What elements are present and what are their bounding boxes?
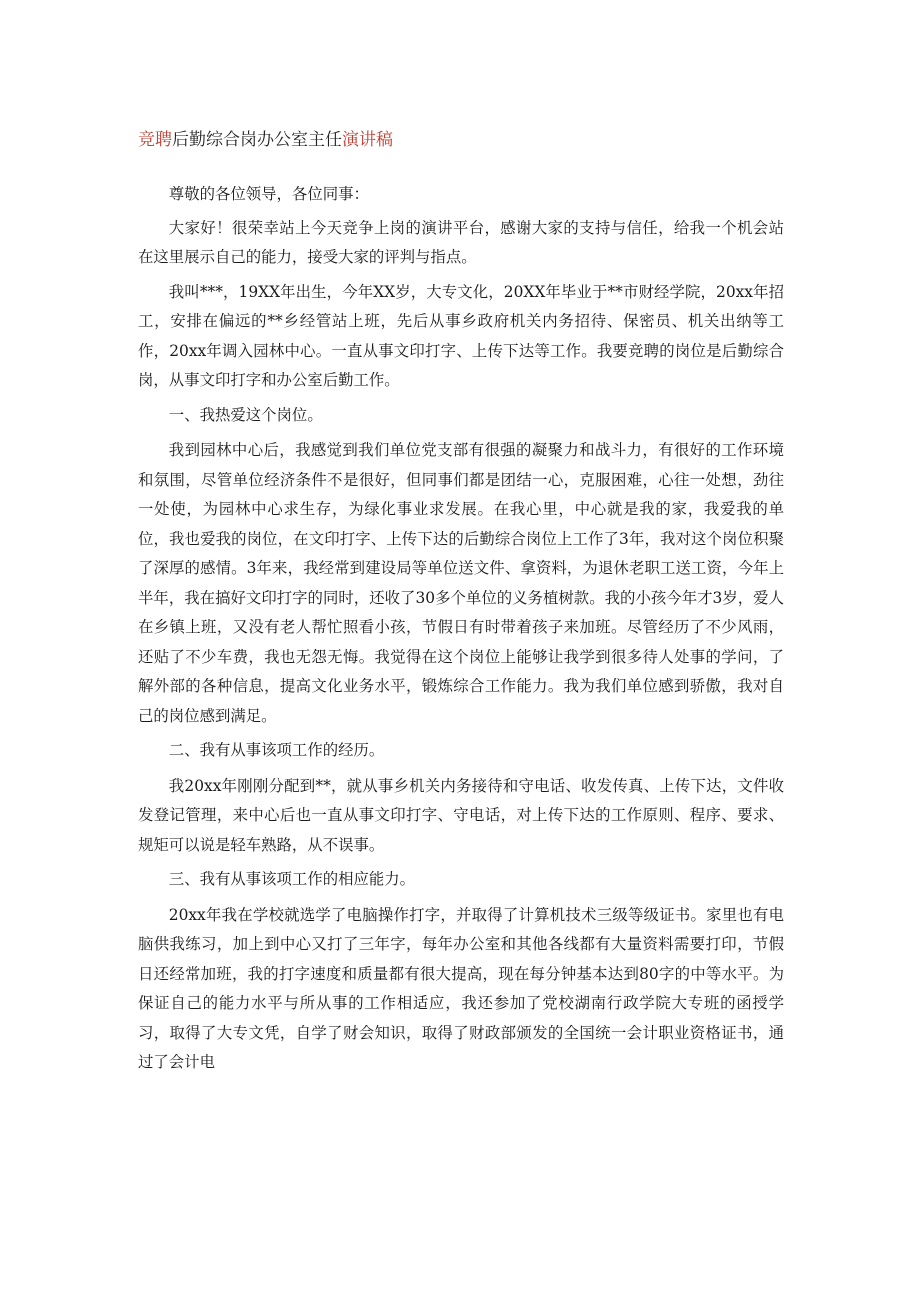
paragraph-section-3: 20xx年我在学校就选学了电脑操作打字，并取得了计算机技术三级等级证书。家里也有电脑供我练习，加上到中心又打了三年字，每年办公室和其他各线都有大量资料需要打印，节假日还经常加班，我的打字速度和质量都有很大提高，现在每分钟基本达到80字的中等水平。为保证自己的能力水平与所从事的工作相适应，我还参加了党校湖南行政学院大专班的函授学习，取得了大专文凭，自学了财会知识，取得了财政部颁发的全国统一会计职业资格证书，通过了会计电 (138, 905, 784, 1071)
title-part-1: 竞聘 (138, 130, 172, 150)
paragraph-opening: 大家好！很荣幸站上今天竞争上岗的演讲平台，感谢大家的支持与信任，给我一个机会站在这里展示自己的能力，接受大家的评判与指点。 (138, 218, 784, 266)
title-part-2: 后勤综合岗办公室主任 (172, 130, 342, 150)
section-heading-3: 三、我有从事该项工作的相应能力。 (168, 870, 416, 888)
document-body (138, 180, 784, 1083)
section-heading-2: 二、我有从事该项工作的经历。 (168, 741, 385, 759)
salutation: 尊敬的各位领导，各位同事： (168, 185, 369, 203)
document-title (138, 128, 393, 152)
paragraph-self-intro: 我叫***，19XX年出生，今年XX岁，大专文化，20XX年毕业于**市财经学院，20xx年招工，安排在偏远的**乡经管站上班，先后从事乡政府机关内务招待、保密员、机关出纳等工作，20xx年调入园林中心。一直从事文印打字、上传下达等工作。我要竞聘的岗位是后勤综合岗，从事文印打字和办公室后勤工作。 (138, 282, 784, 389)
section-heading-1: 一、我热爱这个岗位。 (168, 405, 323, 424)
paragraph-section-2: 我20xx年刚刚分配到**，就从事乡机关内务接待和守电话、收发传真、上传下达，文件收发登记管理，来中心后也一直从事文印打字、守电话，对上传下达的工作原则、程序、要求、规矩可以说是轻车熟路，从不误事。 (138, 776, 784, 854)
paragraph-section-1: 我到园林中心后，我感觉到我们单位党支部有很强的凝聚力和战斗力，有很好的工作环境和氛围，尽管单位经济条件不是很好，但同事们都是团结一心，克服困难，心往一处想，劲往一处使，为园林中心求生存，为绿化事业求发展。在我心里，中心就是我的家，我爱我的单位，我也爱我的岗位，在文印打字、上传下达的后勤综合岗位上工作了3年，我对这个岗位积聚了深厚的感情。3年来，我经常到建设局等单位送文件、拿资料，为退休老职工送工资，今年上半年，我在搞好文印打字的同时，还收了30多个单位的义务植树款。我的小孩今年才3岁，爱人在乡镇上班，又没有老人帮忙照看小孩，节假日有时带着孩子来加班。尽管经历了不少风雨，还贴了不少车费，我也无怨无悔。我觉得在这个岗位上能够让我学到很多待人处事的学问，了解外部的各种信息，提高文化业务水平，锻炼综合工作能力。我为我们单位感到骄傲，我对自己的岗位感到满足。 (138, 441, 784, 725)
title-part-3: 演讲稿 (342, 130, 393, 150)
